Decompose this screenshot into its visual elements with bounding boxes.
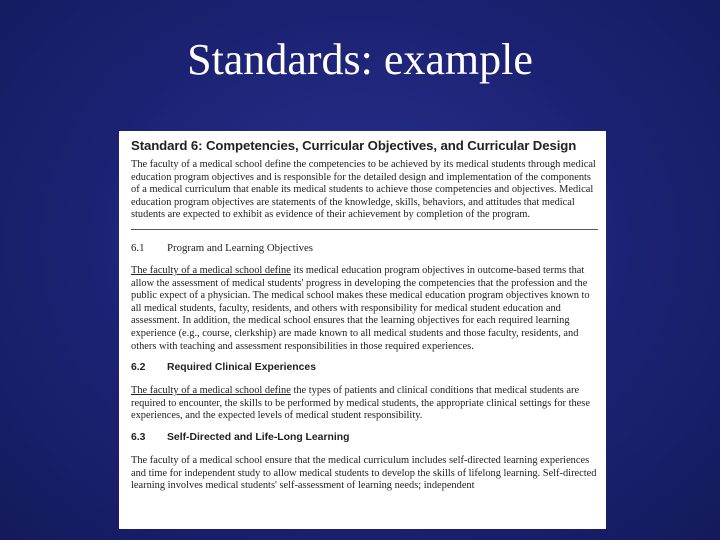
- section-title: Program and Learning Objectives: [167, 241, 314, 254]
- section-body: [131, 385, 598, 423]
- section-body: The faculty of a medical school ensure that the medical curriculum includes self-directed learning experiences and time for independent study to allow medical students to develop the skills of lifelong learning. Self-directed learning involves medical students' self-assessment of learning needs; independent: [131, 454, 597, 492]
- section-title: Required Clinical Experiences: [167, 362, 316, 374]
- divider: [131, 229, 598, 230]
- document-excerpt: [119, 131, 606, 529]
- section-title: Self-Directed and Life-Long Learning: [167, 431, 350, 443]
- section-6-2: [131, 361, 598, 423]
- standard-heading: Standard 6: Competencies, Curricular Objectives, and Curricular Design: [131, 138, 577, 153]
- section-body-text: the types of patients and clinical conditions that medical students are required to encounter, the skills to be performed by medical students, the appropriate clinical settings for these experiences, and the expected levels of medical student responsibility.: [131, 385, 590, 422]
- slide-title: Standards: example: [187, 35, 533, 84]
- section-number: 6.1: [131, 241, 145, 254]
- section-number: 6.2: [131, 362, 146, 374]
- section-6-3: [131, 431, 598, 493]
- section-body: [131, 265, 598, 353]
- section-link[interactable]: The faculty of a medical school define: [131, 385, 291, 397]
- section-heading: [131, 241, 598, 255]
- section-body-text: its medical education program objectives in outcome-based terms that allow the assessment of medical students' progress in developing the competencies that the profession and the public expect of a physician. The medical school makes these medical education program objectives known to all medical students, faculty, residents, and others with responsibility for medical student education and assessment. In addition, the medical school ensures that the learning objectives for each required learning experience (e.g., course, clerkship) are made known to all medical students and those faculty, residents, and others with teaching and assessment responsibilities in those required experiences.: [131, 264, 590, 352]
- section-6-1: [131, 241, 598, 353]
- section-heading: [131, 361, 598, 375]
- section-link[interactable]: The faculty of a medical school define: [131, 264, 291, 276]
- section-heading: [131, 431, 598, 445]
- standard-intro: The faculty of a medical school define the competencies to be achieved by its medical students through medical education program objectives and is responsible for the detailed design and implementation of the components of a medical curriculum that enable its medical students to achieve those competencies and objectives. Medical education program objectives are statements of the knowledge, skills, behaviors, and attitudes that medical students are expected to exhibit as evidence of their achievement by completion of the program.: [131, 159, 596, 221]
- section-number: 6.3: [131, 431, 146, 443]
